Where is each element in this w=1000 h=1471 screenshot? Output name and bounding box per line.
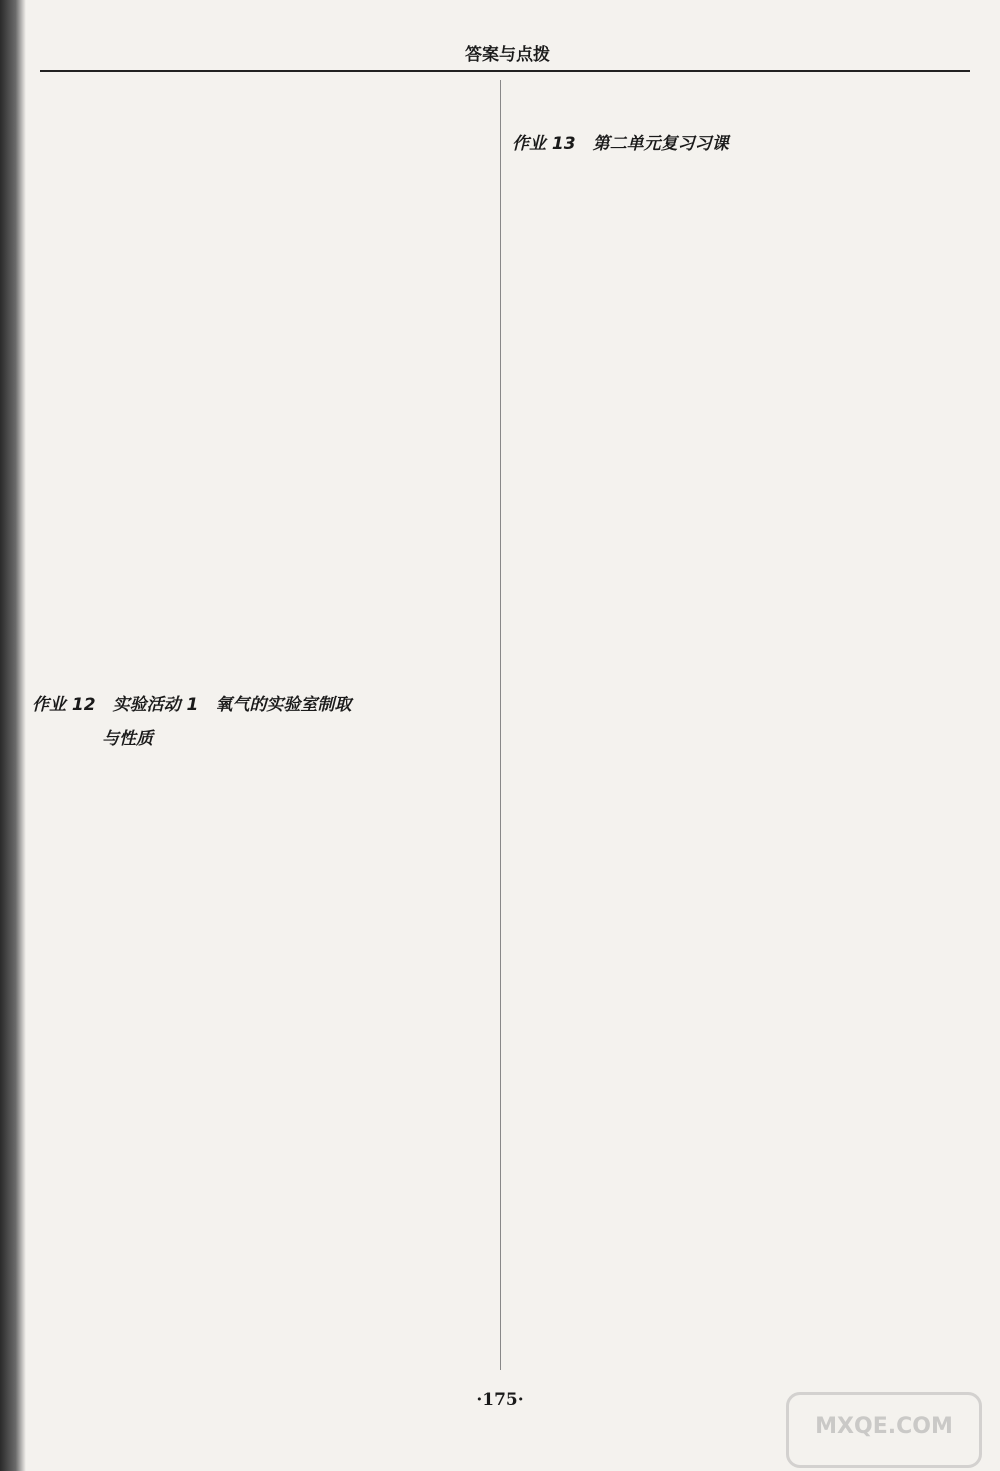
text-line [512, 1003, 967, 1026]
text-line [512, 278, 967, 301]
text-line [512, 1330, 967, 1353]
text-line [32, 665, 487, 688]
section-heading-12-line2: 与性质 [102, 729, 153, 750]
text-line [32, 803, 487, 826]
text-line [32, 407, 487, 430]
text-line [32, 897, 487, 920]
text-line [512, 652, 967, 675]
text-line [32, 1201, 487, 1224]
text-line [512, 839, 967, 862]
text-line [32, 174, 487, 197]
text-line [32, 80, 487, 103]
text-line [32, 1177, 487, 1200]
text-line [32, 478, 487, 501]
text-line [512, 816, 967, 839]
text-line [32, 1271, 487, 1294]
text-line [32, 756, 487, 779]
text-line [32, 1060, 487, 1083]
text-line [512, 1120, 967, 1143]
text-line [512, 863, 967, 886]
text-line [32, 1013, 487, 1036]
text-line [512, 1190, 967, 1213]
text-line [32, 920, 487, 943]
header-title: 答案与点拨 [465, 45, 550, 65]
text-line [32, 873, 487, 896]
text-line [512, 325, 967, 348]
text-line [512, 1167, 967, 1190]
text-line [32, 641, 487, 664]
text-line [512, 1260, 967, 1283]
text-line [512, 1354, 967, 1370]
text-line [512, 1026, 967, 1049]
text-line [512, 746, 967, 769]
text-line [32, 1294, 487, 1317]
text-line [512, 979, 967, 1002]
text-line [32, 1107, 487, 1130]
section-heading-13: 作业 13 第二单元复习习课 [512, 133, 729, 154]
text-line [512, 909, 967, 932]
text-line [32, 990, 487, 1013]
text-line [32, 291, 487, 314]
watermark-logo: MXQE.COM [786, 1392, 982, 1468]
text-line [32, 337, 487, 360]
text-line [512, 1307, 967, 1330]
text-line [512, 1143, 967, 1166]
text-line [512, 254, 967, 277]
text-line [512, 161, 967, 184]
text-line [32, 501, 487, 524]
text-line [512, 208, 967, 231]
text-line [32, 1037, 487, 1060]
text-line [512, 418, 967, 441]
text-line [512, 80, 967, 103]
text-line [512, 722, 967, 745]
text-line [32, 197, 487, 220]
text-line [512, 103, 967, 126]
text-line [32, 103, 487, 126]
text-line [32, 361, 487, 384]
text-line [512, 1284, 967, 1307]
text-line [512, 535, 967, 558]
text-line [512, 1050, 967, 1073]
text-line [32, 244, 487, 267]
text-line [512, 792, 967, 815]
text-line [32, 267, 487, 290]
text-line [512, 582, 967, 605]
right-column [512, 80, 967, 1370]
text-line [512, 512, 967, 535]
text-line [512, 1237, 967, 1260]
text-line [32, 1364, 487, 1370]
text-line [512, 605, 967, 628]
text-line [32, 1154, 487, 1177]
text-line [512, 301, 967, 324]
text-line [512, 558, 967, 581]
text-line [512, 675, 967, 698]
text-line [512, 465, 967, 488]
page-header [40, 40, 970, 72]
text-line [512, 1213, 967, 1236]
text-line [32, 384, 487, 407]
text-line [32, 571, 487, 594]
text-line [32, 454, 487, 477]
text-line [32, 850, 487, 873]
text-line [32, 1341, 487, 1364]
text-line [512, 441, 967, 464]
text-line [512, 371, 967, 394]
text-line [512, 184, 967, 207]
text-line [512, 933, 967, 956]
page-number: ·175· [476, 1390, 524, 1410]
text-line [32, 1224, 487, 1247]
text-line [512, 395, 967, 418]
text-line [512, 1073, 967, 1096]
text-line [32, 1084, 487, 1107]
text-line [32, 127, 487, 150]
text-line [512, 956, 967, 979]
text-line [32, 220, 487, 243]
text-line [512, 699, 967, 722]
text-line [512, 886, 967, 909]
text-line [32, 1247, 487, 1270]
text-line [32, 314, 487, 337]
left-column [32, 80, 487, 1370]
book-spine [0, 0, 26, 1471]
text-line [32, 780, 487, 803]
column-divider [500, 80, 501, 1370]
text-line [32, 943, 487, 966]
text-line [32, 618, 487, 641]
text-line [32, 967, 487, 990]
text-line [512, 769, 967, 792]
text-line [32, 150, 487, 173]
text-line [512, 488, 967, 511]
text-line [32, 548, 487, 571]
text-line [32, 1130, 487, 1153]
text-line [512, 1096, 967, 1119]
text-line [32, 595, 487, 618]
text-line [512, 231, 967, 254]
text-line [32, 524, 487, 547]
section-heading-12: 作业 12 实验活动 1 氧气的实验室制取 [32, 695, 352, 716]
text-line [32, 1318, 487, 1341]
text-line [512, 629, 967, 652]
text-line [32, 826, 487, 849]
text-line [512, 348, 967, 371]
text-line [32, 431, 487, 454]
